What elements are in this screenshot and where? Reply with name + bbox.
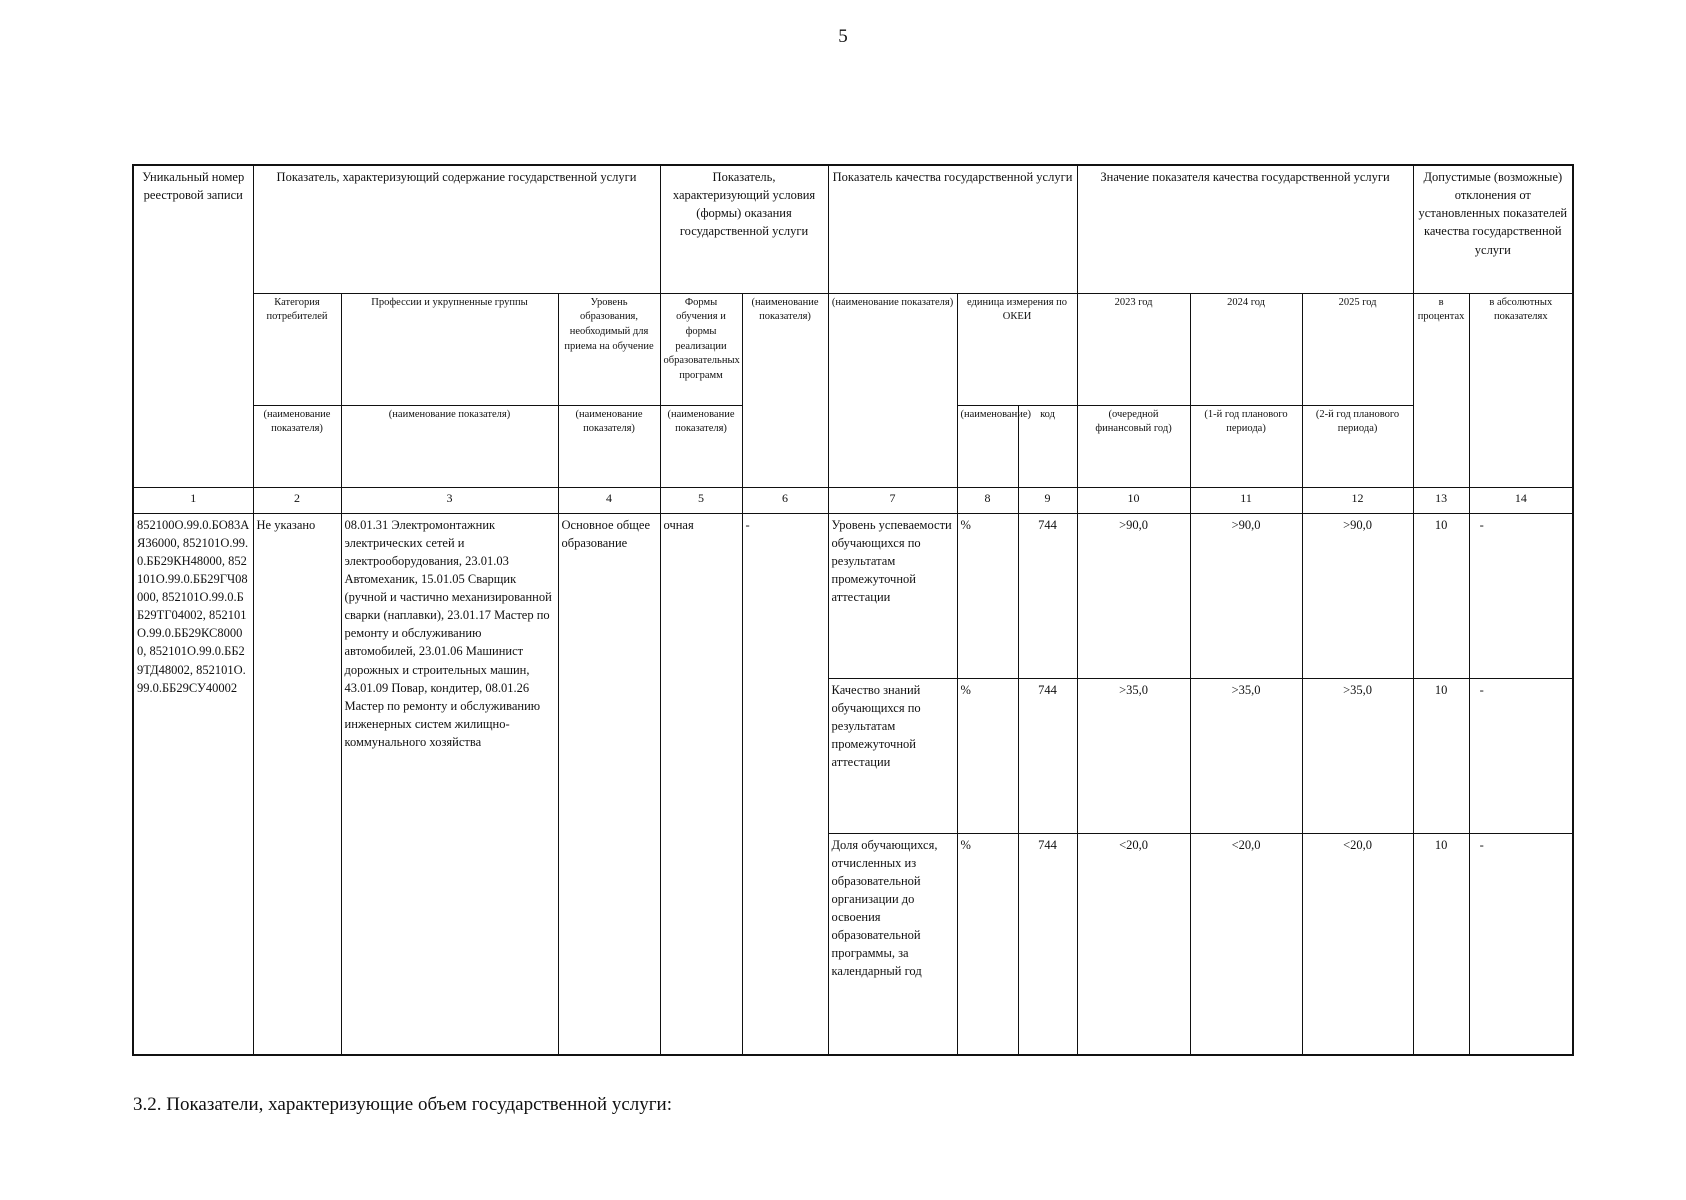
column-number: 3 [341,487,558,513]
indicator-name-cell: Уровень успеваемости обучающихся по результатам промежуточной аттестации [828,513,957,678]
subheader2-period-10: (очередной финансовый год) [1077,405,1190,487]
indicator-2024-cell: >35,0 [1190,678,1302,833]
column-number: 14 [1469,487,1573,513]
indicator-2025-cell: >90,0 [1302,513,1413,678]
header-registry-number: Уникальный номер реестровой записи [133,165,253,487]
consumer-category-cell: Не указано [253,513,341,1055]
indicator-2023-cell: <20,0 [1077,833,1190,1055]
table-row [133,513,1573,678]
subheader-year-2024: 2024 год [1190,293,1302,405]
subheader-consumer-category: Категория потребителей [253,293,341,405]
col6-cell: - [742,513,828,1055]
professions-cell: 08.01.31 Электромонтажник электрических сетей и электрооборудования, 23.01.03 Автомеханик, 15.01.05 Сварщик (ручной и частично механизированной сварки (наплавки), 23.01.17 Мастер по ремонту и обслуживанию автомобилей, 23.01.06 Машинист дорожных и строительных машин, 43.01.09 Повар, кондитер, 08.01.26 Мастер по ремонту и обслуживанию инженерных систем жилищно-коммунального хозяйства [341,513,558,1055]
column-number: 9 [1018,487,1077,513]
indicator-absolute-cell: - [1469,678,1573,833]
indicator-2025-cell: >35,0 [1302,678,1413,833]
indicator-percent-cell: 10 [1413,678,1469,833]
column-number: 4 [558,487,660,513]
subheader-percent: в процентах [1413,293,1469,487]
indicator-name-cell: Качество знаний обучающихся по результатам промежуточной аттестации [828,678,957,833]
header-quality-indicator: Показатель качества государственной услуги [828,165,1077,293]
header-quality-value: Значение показателя качества государственной услуги [1077,165,1413,293]
indicator-2023-cell: >90,0 [1077,513,1190,678]
indicator-unit-cell: % [957,513,1018,678]
section-title: 3.2. Показатели, характеризующие объем государственной услуги: [133,1094,673,1115]
indicator-2024-cell: >90,0 [1190,513,1302,678]
column-number: 1 [133,487,253,513]
indicator-code-cell: 744 [1018,513,1077,678]
indicator-percent-cell: 10 [1413,513,1469,678]
indicator-unit-cell: % [957,678,1018,833]
subheader-unit: единица измерения по ОКЕИ [957,293,1077,405]
column-number: 2 [253,487,341,513]
form-cell: очная [660,513,742,1055]
indicator-2025-cell: <20,0 [1302,833,1413,1055]
subheader-professions: Профессии и укрупненные группы [341,293,558,405]
subheader-forms: Формы обучения и формы реализации образовательных программ [660,293,742,405]
subheader-year-2023: 2023 год [1077,293,1190,405]
subheader2-name-5: (наименование показателя) [660,405,742,487]
indicator-code-cell: 744 [1018,833,1077,1055]
subheader-name-6: (наименование показателя) [742,293,828,487]
subheader2-unit-name: (наименование) [957,405,1018,487]
header-deviations: Допустимые (возможные) отклонения от установленных показателей качества государственной услуги [1413,165,1573,293]
indicator-absolute-cell: - [1469,513,1573,678]
subheader2-name-4: (наименование показателя) [558,405,660,487]
column-number: 8 [957,487,1018,513]
subheader2-name-3: (наименование показателя) [341,405,558,487]
subheader2-period-12: (2-й год планового периода) [1302,405,1413,487]
subheader-year-2025: 2025 год [1302,293,1413,405]
registry-numbers-cell: 852100О.99.0.БО83АЯ36000, 852101О.99.0.ББ29КН48000, 852101О.99.0.ББ29ГЧ08000, 852101О.99.0.ББ29ТГ04002, 852101О.99.0.ББ29КС80000, 852101О.99.0.ББ29ТД48002, 852101О.99.0.ББ29СУ40002 [133,513,253,1055]
column-number: 7 [828,487,957,513]
education-level-cell: Основное общее образование [558,513,660,1055]
subheader2-code: код [1018,405,1077,487]
column-number: 13 [1413,487,1469,513]
subheader-name-7: (наименование показателя) [828,293,957,487]
column-number: 10 [1077,487,1190,513]
column-number: 12 [1302,487,1413,513]
subheader2-period-11: (1-й год планового периода) [1190,405,1302,487]
indicator-2024-cell: <20,0 [1190,833,1302,1055]
column-number: 6 [742,487,828,513]
column-number: 11 [1190,487,1302,513]
page-number: 5 [838,26,848,47]
subheader-education-level: Уровень образования, необходимый для приема на обучение [558,293,660,405]
column-number-row [133,487,1573,513]
subheader-absolute: в абсолютных показателях [1469,293,1573,487]
indicator-code-cell: 744 [1018,678,1077,833]
header-content-indicator: Показатель, характеризующий содержание государственной услуги [253,165,660,293]
indicator-unit-cell: % [957,833,1018,1055]
indicator-absolute-cell: - [1469,833,1573,1055]
subheader2-name-2: (наименование показателя) [253,405,341,487]
indicator-2023-cell: >35,0 [1077,678,1190,833]
quality-indicators-table [132,164,1574,1056]
indicator-name-cell: Доля обучающихся, отчисленных из образовательной организации до освоения образовательной программы, за календарный год [828,833,957,1055]
indicator-percent-cell: 10 [1413,833,1469,1055]
header-conditions-indicator: Показатель, характеризующий условия (формы) оказания государственной услуги [660,165,828,293]
column-number: 5 [660,487,742,513]
